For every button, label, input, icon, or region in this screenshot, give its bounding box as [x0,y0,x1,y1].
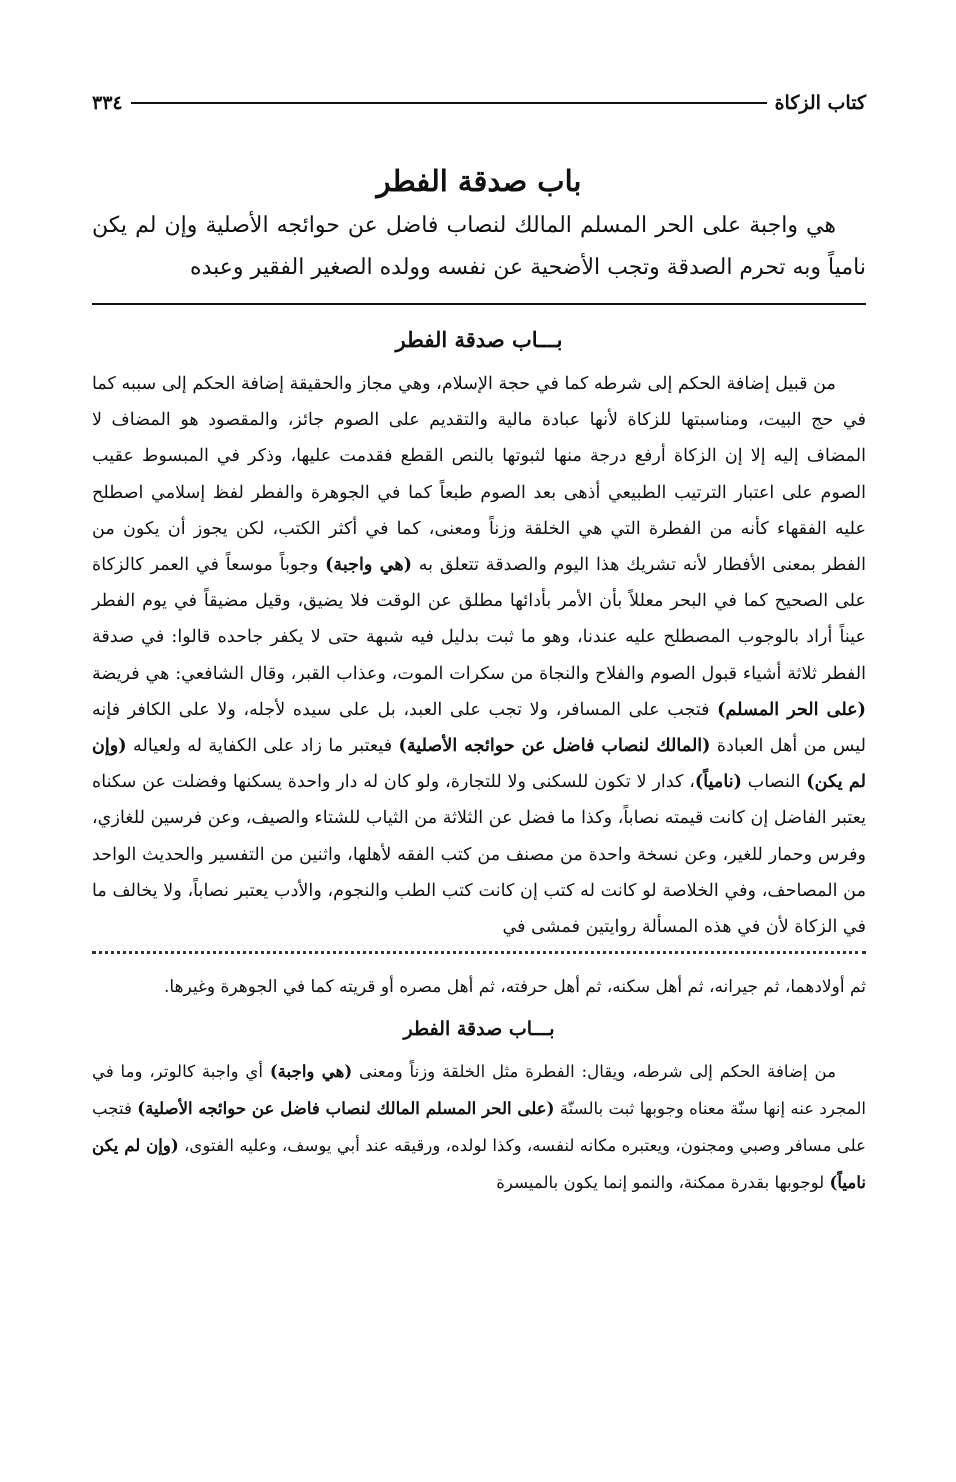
text-segment: النصاب [741,772,807,793]
page [92,88,866,1201]
sharh-title: بـــاب صدقة الفطر [395,326,563,352]
sharh-text [92,366,866,945]
running-header [92,88,866,118]
text-segment: فتجب على مسافر وصبي ومجنون، ويعتبره مكانه لنفسه، وكذا لولده، ورقيقه عند أبي يوسف، وعليه الفتوى، [92,1099,867,1156]
bold-quote: (على الحر المسلم المالك لنصاب فاضل عن حوائجه الأصلية) [137,1098,555,1119]
header-rule [131,102,767,104]
footnote-separator [92,951,866,968]
matn-title: باب صدقة الفطر [376,164,582,198]
bold-quote: (هي واجبة) [325,554,412,575]
text-segment: من إضافة الحكم إلى شرطه، ويقال: الفطرة مثل الخلقة وزناً ومعنى [352,1062,836,1082]
text-segment: ، كدار لا تكون للسكنى ولا للتجارة، ولو كان له دار واحدة يسكنها وفضلت عن سكناه يعتبر الفاضل إن كانت قيمته نصاباً، وكذا ما فضل عن الثلاثة من الثياب للشتاء والصيف، وعن فرسين للغازي، وفرس وحمار للغير، وعن نسخة واحدة من مصنف من كتب الفقه لأهلها، واثنين من التفسير والحديث الواحد من المصاحف، وفي الخلاصة لو كانت له كتب إن كانت كتب الطب والنجوم، والأدب يعتبر نصاباً، ولا يخالف ما في الزكاة لأن في هذه المسألة روايتين فمشى في [92,772,866,938]
book-title: كتاب الزكاة [774,92,866,114]
hashiya-title: بـــاب صدقة الفطر [403,1018,555,1041]
page-number: ٣٣٤ [92,92,123,114]
text-segment: فيعتبر ما زاد على الكفاية له ولعياله [126,736,399,757]
text-segment: من قبيل إضافة الحكم إلى شرطه كما في حجة الإسلام، وهي مجاز والحقيقة إضافة الحكم إلى سببه كما في حج البيت، ومناسبتها للزكاة لأنها عبادة مالية والتقديم على الصوم جائز، والمقصود هو المضاف لا المضاف إليه إلا إن الزكاة أرفع درجة منها لثبوتها بالنص القطع فقدمت عليها، وذكر في المبسوط عقيب الصوم على اعتبار الترتيب الطبيعي أذهى بعد الصوم طبعاً كما في الجوهرة والفطر لفظ إسلامي اصطلح عليه الفقهاء كأنه من الفطرة التي هي الخلقة وزناً ومعنى، كما في أكثر الكتب، لكن يجوز أن يكون من الفطر بمعنى الأفطار لأنه تشريك هذا اليوم والصدقة تتعلق به [92,373,866,575]
bold-quote: (وإن لم يكن نامياً) [92,1135,866,1193]
matn-text: هي واجبة على الحر المسلم المالك لنصاب فاضل عن حوائجه الأصلية وإن لم يكن نامياً وبه تحرم الصدقة وتجب الأضحية عن نفسه وولده الصغير الفقير وعبده [92,212,866,280]
text-segment: أي واجبة كالوتر، وما في المجرد عنه إنها سنّة معناه وجوبها ثبت بالسنّة [92,1062,866,1119]
text-segment: فتجب على المسافر، ولا تجب على العبد، بل على سيده لأجله، ولا على الكافر فإنه ليس من أهل العبادة [92,699,866,757]
bold-quote: (هي واجبة) [269,1061,353,1082]
bold-quote: (نامياً) [694,771,742,793]
bold-quote: (على الحر المسلم) [717,698,866,720]
text-segment: لوجوبها بقدرة ممكنة، والنمو إنما يكون بالميسرة [496,1173,830,1193]
footnote-text: ثم أولادهما، ثم جيرانه، ثم أهل سكنه، ثم أهل حرفته، ثم أهل مصره أو قريته كما في الجوهرة وغيرها. [163,977,866,998]
hashiya-text [92,1053,866,1201]
bold-quote: (وإن لم يكن) [92,735,866,793]
matn-divider [92,303,866,305]
bold-quote: (المالك لنصاب فاضل عن حوائجه الأصلية) [398,735,711,757]
text-segment: وجوباً موسعاً في العمر كالزكاة على الصحيح كما في البحر معللاً بأن الأمر بأدائها مطلق عن الوقت فلا يضيق، وقيل مضيقاً في يوم الفطر عيناً أراد بالوجوب المصطلح عليه عندنا، وهو ما ثبت بدليل فيه شبهة حتى لا يكفر جاحده قالوا: في صدقة الفطر ثلاثة أشياء قبول الصوم والفلاح والنجاة من سكرات الموت، وعذاب القبر، وقال الشافعي: هي فريضة [92,555,866,684]
